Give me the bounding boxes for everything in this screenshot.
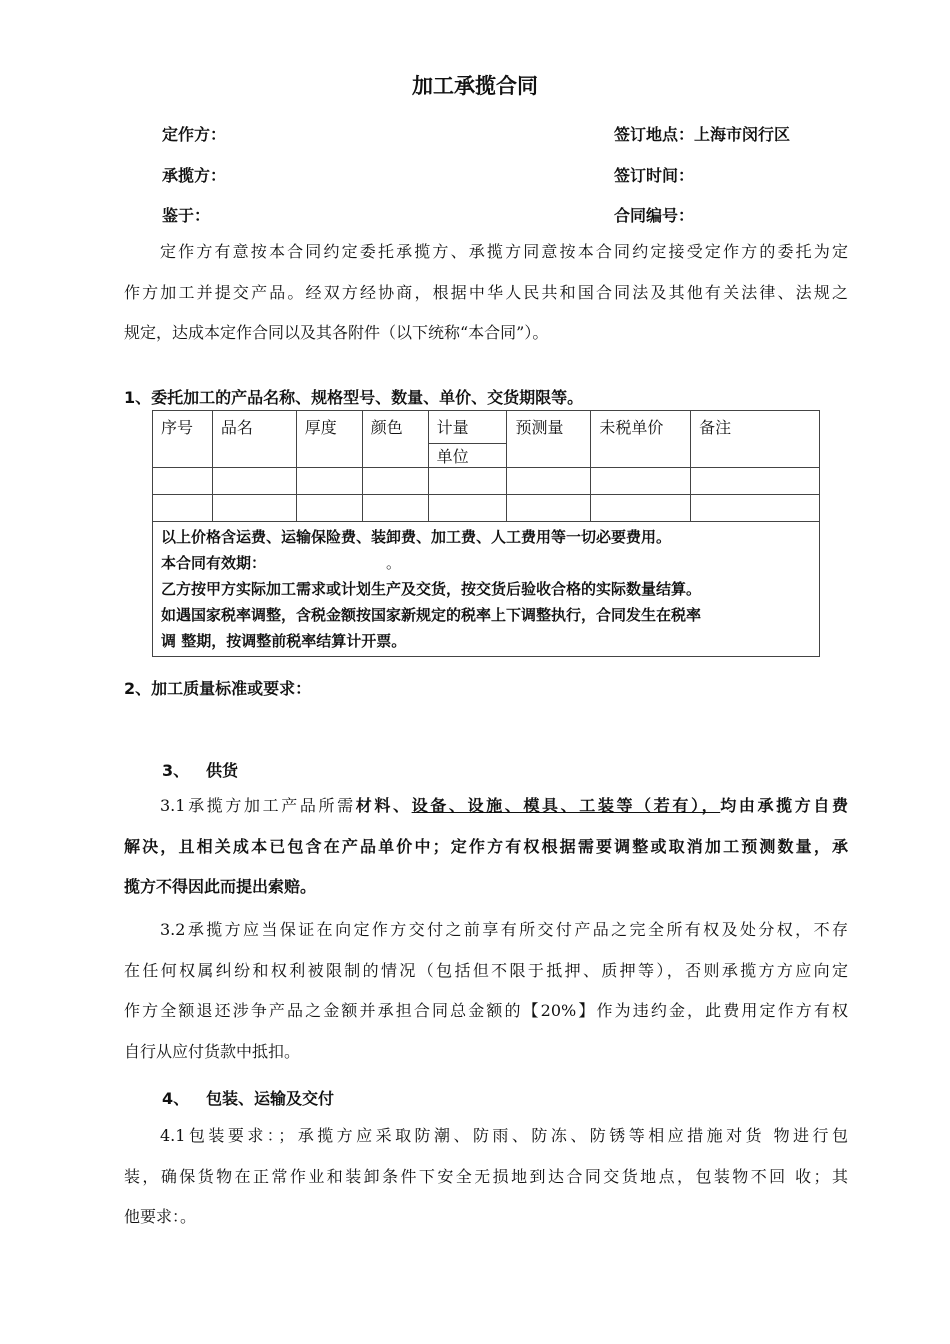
intro-line: 定作方有意按本合同约定委托承揽方、承揽方同意按本合同约定接受定作方的委托为定: [160, 242, 848, 261]
table-cell[interactable]: [362, 468, 428, 495]
sign-place-label: 签订地点：: [614, 125, 695, 144]
clause-line: 3.2承揽方应当保证在向定作方交付之前享有所交付产品之完全所有权及处分权，不存: [160, 920, 848, 939]
note-line: 调 整期，按调整前税率结算计开票。: [161, 632, 407, 650]
col-header: 颜色: [362, 411, 428, 468]
section2-heading: 2、加工质量标准或要求：: [124, 679, 312, 698]
clause-line: 在任何权属纠纷和权利被限制的情况（包括但不限于抵押、质押等），否则承揽方方应向定: [124, 960, 848, 980]
note-line: 如遇国家税率调整，含税金额按国家新规定的税率上下调整执行，合同发生在税率: [161, 606, 702, 624]
clause-3-2: [124, 910, 848, 1072]
clause-3-1-prefix: 3.1承揽方加工产品所需: [160, 796, 356, 815]
validity-label: 本合同有效期：: [161, 554, 267, 572]
table-cell[interactable]: [296, 468, 362, 495]
jian-yu-label: 鉴于：: [162, 206, 211, 225]
clause-line: 他要求：。: [124, 1207, 197, 1226]
table-row: [153, 468, 820, 495]
cheng-lan-fang-label: 承揽方：: [162, 166, 227, 185]
clause-3-1-bold: 材料、: [355, 796, 412, 815]
table-cell[interactable]: [212, 468, 296, 495]
table-cell[interactable]: [691, 468, 820, 495]
section4-heading: 包装、运输及交付: [206, 1089, 335, 1108]
table-cell[interactable]: [591, 468, 691, 495]
table-cell[interactable]: [212, 495, 296, 522]
table-cell[interactable]: [428, 495, 507, 522]
table-cell[interactable]: [507, 495, 591, 522]
intro-line: 规定，达成本定作合同以及其各附件（以下统称“本合同”）。: [124, 323, 549, 342]
col-header: 备注: [691, 411, 820, 468]
note-line: 乙方按甲方实际加工需求或计划生产及交货，按交货后验收合格的实际数量结算。: [161, 580, 702, 598]
intro-paragraph: [124, 232, 848, 354]
page-title: 加工承揽合同: [412, 74, 538, 98]
col-header: 预测量: [507, 411, 591, 468]
clause-3-1-bold: 均由承揽方自费: [720, 796, 848, 815]
clause-line: 自行从应付货款中抵扣。: [124, 1041, 301, 1061]
table-cell[interactable]: [362, 495, 428, 522]
col-header: 厚度: [296, 411, 362, 468]
note-line: [161, 550, 813, 576]
spec-table: [152, 410, 820, 657]
clause-3-1-underlined: 设备、设施、模具、工装等（若有），: [411, 796, 721, 815]
clause-line: 解决，且相关成本已包含在产品单价中；定作方有权根据需要调整或取消加工预测数量，承: [124, 836, 848, 856]
sign-place: [614, 122, 790, 145]
contract-no-label: 合同编号：: [614, 206, 695, 225]
col-header: 品名: [212, 411, 296, 468]
clause-line: [124, 786, 848, 827]
section4-number: 4、: [162, 1089, 190, 1108]
clause-line: 作方全额退还涉争产品之金额并承担合同总金额的【20%】作为违约金，此费用定作方有权: [124, 1001, 848, 1020]
clause-3-1: [124, 786, 848, 908]
validity-period-mark: 。: [386, 554, 402, 572]
col-header: 计量: [428, 411, 507, 444]
table-notes: [153, 522, 820, 657]
col-header-unit: 单位: [428, 444, 507, 468]
sign-time-label: 签订时间：: [614, 166, 695, 185]
clause-4-1: [124, 1116, 848, 1238]
sign-place-value: 上海市闵行区: [694, 125, 791, 144]
table-cell[interactable]: [507, 468, 591, 495]
clause-line: 4.1包装要求：；承揽方应采取防潮、防雨、防冻、防锈等相应措施对货 物进行包: [160, 1126, 848, 1145]
section3-heading: 供货: [206, 761, 239, 780]
intro-line: 作方加工并提交产品。经双方经协商，根据中华人民共和国合同法及其他有关法律、法规之: [124, 282, 848, 302]
table-row: [153, 495, 820, 522]
clause-line: 揽方不得因此而提出索赔。: [124, 877, 317, 896]
col-header: 序号: [153, 411, 213, 468]
section1-heading: 1、委托加工的产品名称、规格型号、数量、单价、交货期限等。: [124, 388, 584, 407]
table-cell[interactable]: [153, 495, 213, 522]
table-cell[interactable]: [296, 495, 362, 522]
table-cell[interactable]: [153, 468, 213, 495]
ding-zuo-fang-label: 定作方：: [162, 125, 227, 144]
section3-number: 3、: [162, 761, 190, 780]
table-cell[interactable]: [428, 468, 507, 495]
col-header: 未税单价: [591, 411, 691, 468]
note-line: 以上价格含运费、运输保险费、装卸费、加工费、人工费用等一切必要费用。: [161, 528, 672, 546]
table-cell[interactable]: [591, 495, 691, 522]
clause-line: 装，确保货物在正常作业和装卸条件下安全无损地到达合同交货地点，包装物不回 收；其: [124, 1166, 848, 1186]
table-cell[interactable]: [691, 495, 820, 522]
